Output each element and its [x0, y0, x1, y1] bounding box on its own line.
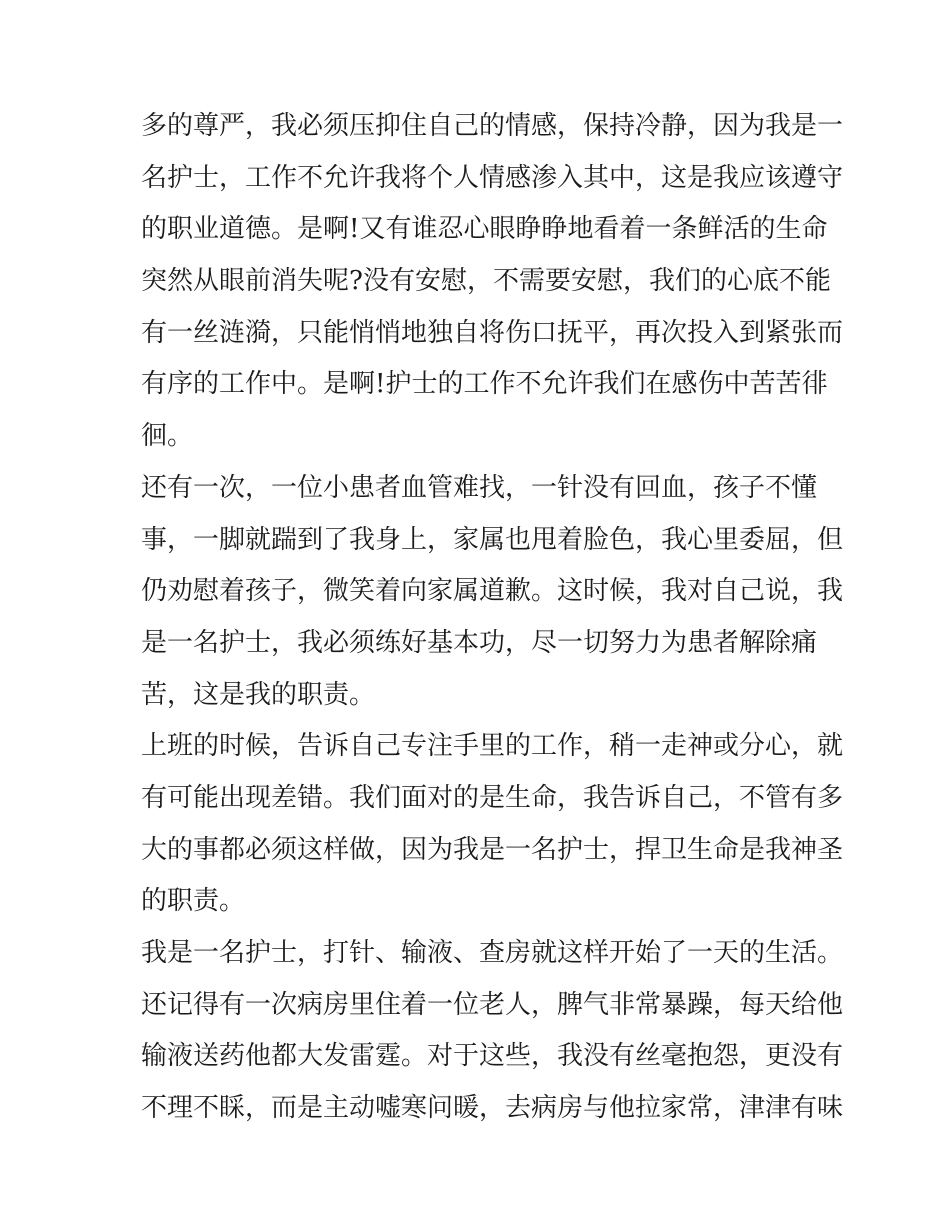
- text-line: 仍劝慰着孩子，微笑着向家属道歉。这时候，我对自己说，我: [141, 576, 844, 607]
- text-line: 有一丝涟漪，只能悄悄地独自将伤口抚平，再次投入到紧张而: [141, 317, 844, 348]
- text-line: 的职责。: [141, 886, 246, 917]
- text-line: 还有一次，一位小患者血管难找，一针没有回血，孩子不懂: [141, 472, 818, 503]
- text-line: 上班的时候，告诉自己专注手里的工作，稍一走神或分心，就: [141, 731, 844, 762]
- text-line: 突然从眼前消失呢?没有安慰，不需要安慰，我们的心底不能: [141, 266, 831, 297]
- text-line: 徊。: [141, 421, 194, 452]
- body-text: [141, 101, 844, 1135]
- text-line: 我是一名护士，打针、输液、查房就这样开始了一天的生活。: [141, 938, 844, 968]
- text-line: 还记得有一次病房里住着一位老人，脾气非常暴躁，每天给他: [141, 989, 844, 1020]
- text-line: 有序的工作中。是啊!护士的工作不允许我们在感伤中苦苦徘: [141, 369, 828, 400]
- text-line: 苦，这是我的职责。: [141, 679, 376, 710]
- text-line: 输液送药他都大发雷霆。对于这些，我没有丝毫抱怨，更没有: [141, 1041, 844, 1072]
- text-line: 不理不睬，而是主动嘘寒问暖，去病房与他拉家常，津津有味: [141, 1093, 844, 1124]
- text-line: 有可能出现差错。我们面对的是生命，我告诉自己，不管有多: [141, 782, 844, 813]
- text-line: 多的尊严，我必须压抑住自己的情感，保持冷静，因为我是一: [141, 111, 844, 141]
- text-line: 名护士，工作不允许我将个人情感渗入其中，这是我应该遵守: [141, 162, 844, 193]
- text-line: 是一名护士，我必须练好基本功，尽一切努力为患者解除痛: [141, 627, 818, 658]
- text-line: 大的事都必须这样做，因为我是一名护士，捍卫生命是我神圣: [141, 834, 844, 865]
- text-line: 事，一脚就踹到了我身上，家属也甩着脸色，我心里委屈，但: [141, 524, 844, 555]
- text-line: 的职业道德。是啊!又有谁忍心眼睁睁地看着一条鲜活的生命: [141, 214, 828, 245]
